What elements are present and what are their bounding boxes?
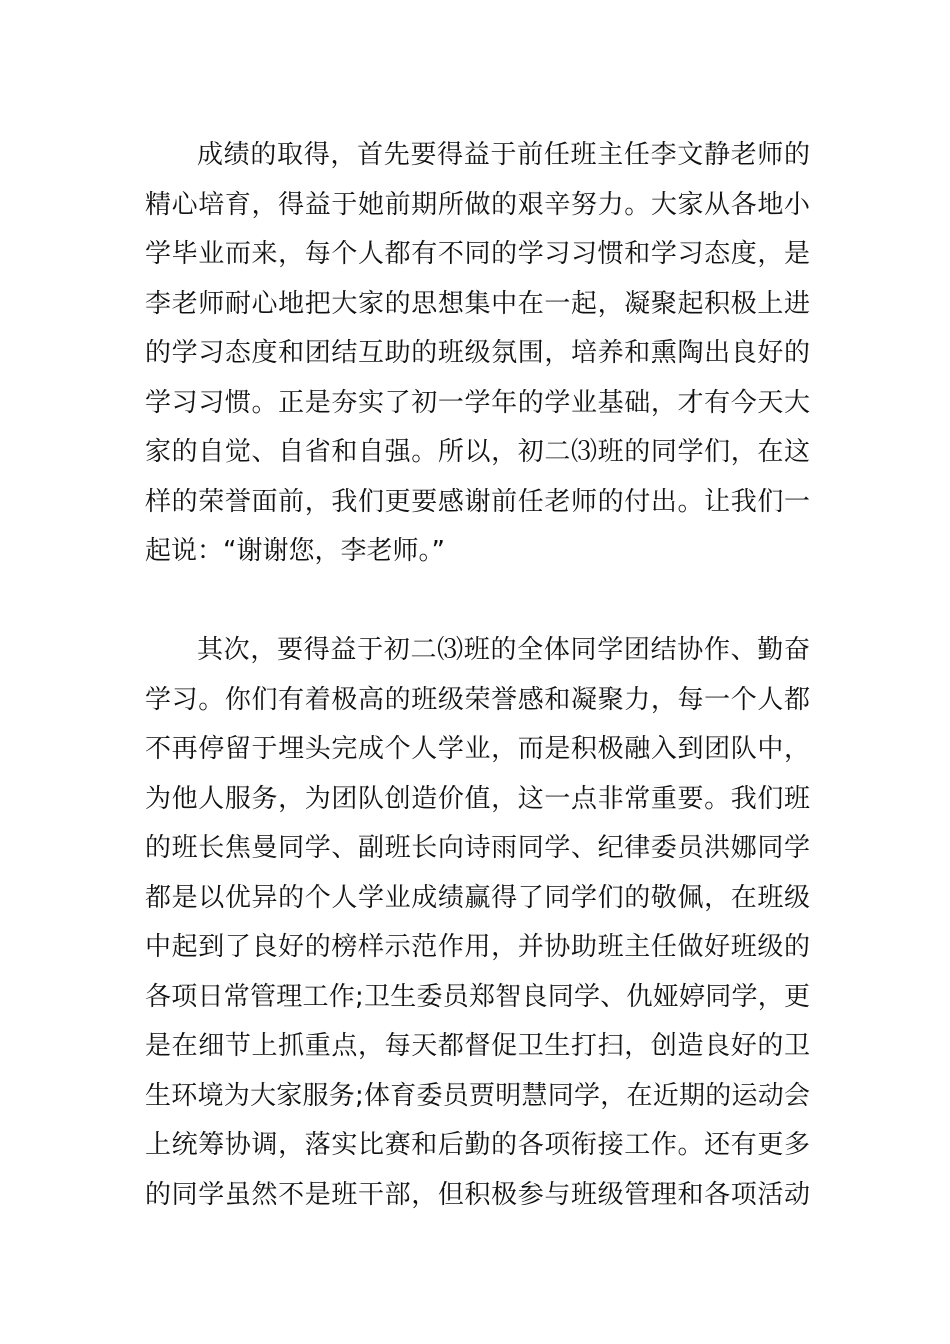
text-line: 学习。你们有着极高的班级荣誉感和凝聚力，每一个人都 bbox=[145, 684, 810, 715]
text-line: 是在细节上抓重点，每天都督促卫生打扫，创造良好的卫 bbox=[145, 1031, 810, 1061]
text-line: 为他人服务，为团队创造价值，这一点非常重要。我们班 bbox=[145, 783, 810, 814]
text-line: 家的自觉、自省和自强。所以，初二⑶班的同学们，在这 bbox=[145, 437, 810, 467]
text-line: 李老师耐心地把大家的思想集中在一起，凝聚起积极上进 bbox=[145, 288, 810, 319]
text-line: 的学习态度和团结互助的班级氛围，培养和熏陶出良好的 bbox=[145, 338, 810, 368]
text-line: 中起到了良好的榜样示范作用，并协助班主任做好班级的 bbox=[145, 932, 810, 962]
text-line: 精心培育，得益于她前期所做的艰辛努力。大家从各地小 bbox=[145, 189, 810, 220]
text-line: 样的荣誉面前，我们更要感谢前任老师的付出。让我们一 bbox=[145, 486, 810, 517]
text-line: 上统筹协调，落实比赛和后勤的各项衔接工作。还有更多 bbox=[145, 1130, 810, 1160]
paragraph-2 bbox=[145, 626, 810, 1220]
text-line: 学习习惯。正是夯实了初一学年的学业基础，才有今天大 bbox=[145, 387, 810, 418]
text-line: 生环境为大家服务;体育委员贾明慧同学，在近期的运动会 bbox=[145, 1080, 810, 1111]
paragraph-1 bbox=[145, 131, 810, 577]
text-line: 不再停留于埋头完成个人学业，而是积极融入到团队中， bbox=[145, 734, 810, 764]
text-line: 各项日常管理工作;卫生委员郑智良同学、仇娅婷同学，更 bbox=[145, 981, 810, 1012]
text-line: 都是以优异的个人学业成绩赢得了同学们的敬佩，在班级 bbox=[145, 882, 810, 913]
text-line: 的班长焦曼同学、副班长向诗雨同学、纪律委员洪娜同学 bbox=[145, 833, 810, 863]
text-line: 起说：“谢谢您，李老师。” bbox=[145, 536, 445, 566]
text-line: 成绩的取得，首先要得益于前任班主任李文静老师的 bbox=[197, 140, 810, 170]
text-line: 学毕业而来，每个人都有不同的学习习惯和学习态度，是 bbox=[145, 239, 810, 269]
text-line: 其次，要得益于初二⑶班的全体同学团结协作、勤奋 bbox=[197, 635, 810, 665]
text-line: 的同学虽然不是班干部，但积极参与班级管理和各项活动 bbox=[145, 1179, 810, 1210]
